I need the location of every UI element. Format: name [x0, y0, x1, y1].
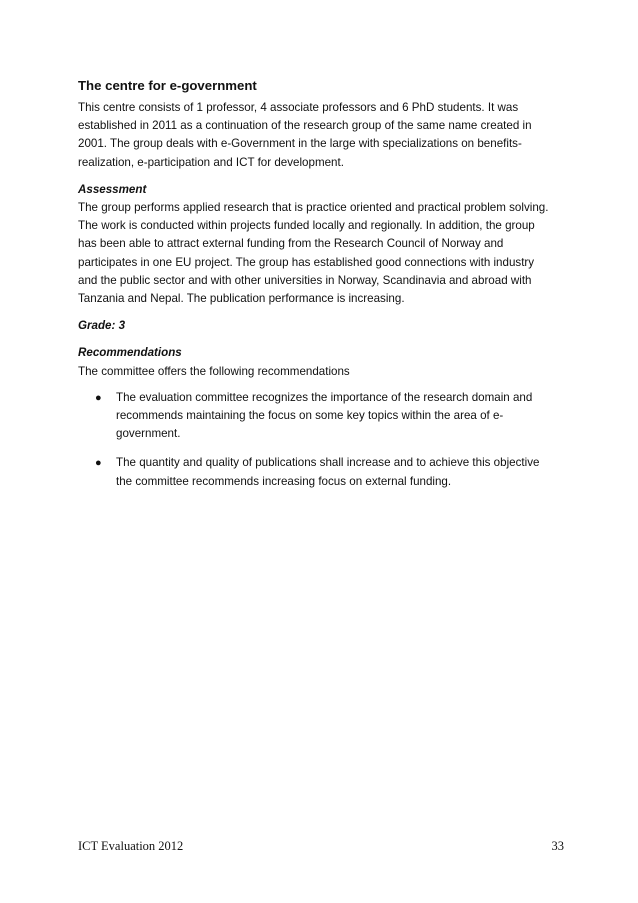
intro-paragraph: [78, 99, 568, 172]
section-title: The centre for e-government: [78, 78, 257, 93]
intro-line: This centre consists of 1 professor, 4 associate professors and 6 PhD students. It was: [78, 101, 519, 114]
footer-document-title: ICT Evaluation 2012: [78, 839, 184, 853]
assessment-line: Tanzania and Nepal. The publication performance is increasing.: [78, 292, 405, 306]
recommendation-item: [78, 389, 568, 444]
assessment-paragraph: [78, 199, 568, 308]
bullet-icon: ●: [95, 391, 102, 404]
intro-line: established in 2011 as a continuation of the research group of the same name created in: [78, 119, 532, 133]
page-number: 33: [551, 839, 564, 853]
intro-line: realization, e-participation and ICT for development.: [78, 155, 344, 169]
recommendations-intro: The committee offers the following recommendations: [78, 364, 350, 378]
grade-label: Grade: 3: [78, 319, 126, 333]
recommendation-line: recommends maintaining the focus on some key topics within the area of e-: [116, 409, 504, 423]
recommendations-list: [78, 389, 568, 491]
bullet-icon: ●: [95, 457, 102, 470]
assessment-line: The group performs applied research that is practice oriented and practical problem solving.: [78, 201, 549, 215]
assessment-line: and the public sector and with other universities in Norway, Scandinavia and abroad with: [78, 273, 532, 287]
assessment-line: The work is conducted within projects funded locally and regionally. In addition, the group: [78, 219, 535, 233]
recommendation-line: government.: [116, 427, 181, 441]
recommendation-line: The quantity and quality of publications shall increase and to achieve this objective: [116, 456, 540, 470]
intro-line: 2001. The group deals with e-Government in the large with specializations on benefits-: [78, 137, 522, 151]
assessment-line: participates in one EU project. The group has established good connections with industry: [78, 255, 535, 269]
recommendation-item: [78, 454, 568, 490]
recommendation-line: the committee recommends increasing focus on external funding.: [116, 474, 452, 488]
recommendation-line: The evaluation committee recognizes the importance of the research domain and: [116, 390, 533, 404]
page-footer: [78, 839, 564, 854]
assessment-heading: Assessment: [78, 182, 147, 196]
recommendations-heading: Recommendations: [78, 346, 182, 360]
assessment-line: has been able to attract external funding from the Research Council of Norway and: [78, 237, 504, 251]
page-content: [78, 77, 568, 502]
